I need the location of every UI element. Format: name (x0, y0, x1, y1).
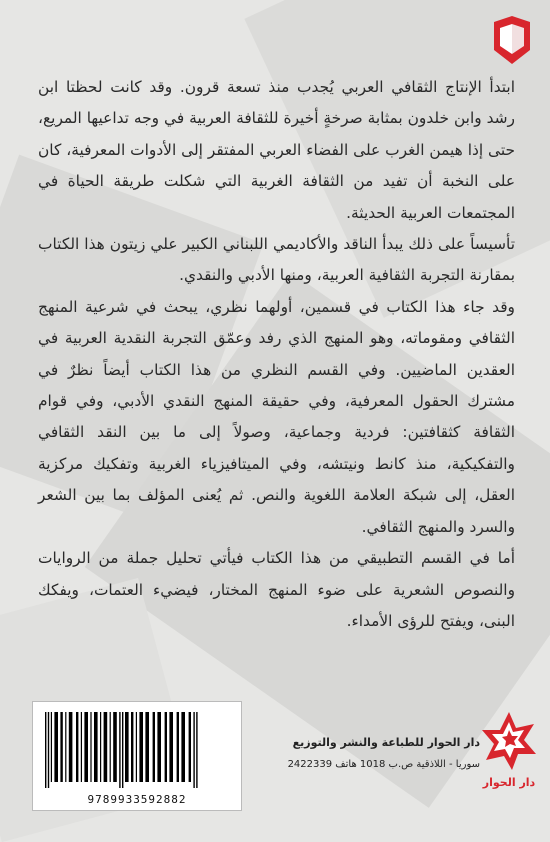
description-paragraph: وقد جاء هذا الكتاب في قسمين، أولهما نظري، يبحث في شرعية المنهج الثقافي ومقوماته، وهو المنهج الذي رفد وعمّق التجربة النقدية العربية في العقدين الماضيين. وفي القسم النظري من هذا الكتاب أيضاً نظرٌ في مشترك الحقول المعرفية، وفي حقيقة المنهج النقدي الأدبي، وفي قوام الثقافة كثقافتين: فردية وجماعية، وصولاً إلى ما بين النقد الثقافي والتفكيكية، منذ كانط ونيتشه، وفي الميتافيزياء الغربية وتفكيك مركزية العقل، إلى شبكة العلامة اللغوية والنص. ثم يُعنى المؤلف بما بين الشعر والسرد والمنهج الثقافي. (38, 297, 515, 536)
publisher-logo-text: دار الحوار (482, 776, 536, 789)
publisher-address: سوريا - اللاذقية ص.ب 1018 هاتف 2422339 (287, 759, 480, 770)
publisher-name: دار الحوار للطباعة والنشر والتوزيع (292, 736, 480, 749)
description-paragraph: أما في القسم التطبيقي من هذا الكتاب فيأتي تحليل جملة من الروايات والنصوص الشعرية على ضوء المنهج المختار، فيضيء العتمات، ويفكك البنى، ويفتح للرؤى الأمداء. (38, 549, 515, 630)
description-paragraph: ابتدأ الإنتاج الثقافي العربي يُجدب منذ تسعة قرون. وقد كانت لحظتا ابن رشد وابن خلدون بمثابة صرخةٍ أخيرة للثقافة العربية في وجه تداعيها المريع، حتى إذا هيمن الغرب على الفضاء العربي المفتقر إلى الأدوات المعرفية، كان على النخبة أن تفيد من الثقافة الغربية التي شكلت طريقة الحياة في المجتمعات العربية الحديثة. (38, 78, 515, 222)
barcode-box (32, 701, 242, 811)
isbn-number: 9789933592882 (87, 793, 187, 806)
barcode-icon (41, 712, 231, 790)
star-icon (482, 712, 536, 770)
publisher-mark-icon (492, 16, 532, 64)
publisher-logo (478, 710, 540, 794)
publisher-info (260, 736, 480, 770)
book-description (38, 72, 515, 637)
description-paragraph: تأسيساً على ذلك يبدأ الناقد والأكاديمي اللبناني الكبير علي زيتون هذا الكتاب بمقارنة التجربة الثقافية العربية، ومنها الأدبي والنقدي. (38, 235, 515, 285)
